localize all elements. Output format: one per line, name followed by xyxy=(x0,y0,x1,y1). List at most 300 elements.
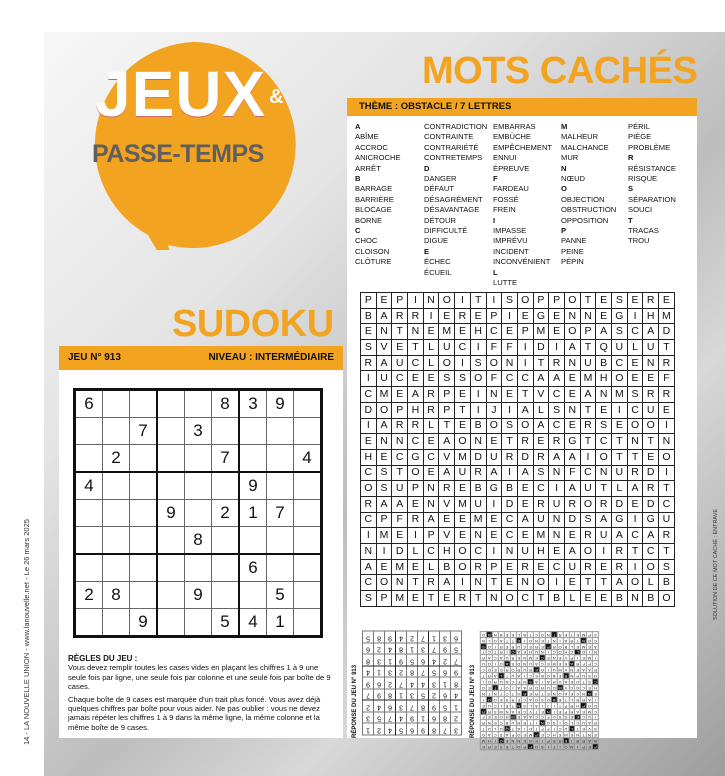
solution-mots-cell: E xyxy=(576,715,580,721)
sudoku-cell[interactable] xyxy=(130,500,158,527)
sudoku-cell[interactable] xyxy=(130,472,158,500)
grid-letter-cell: L xyxy=(627,340,643,356)
grid-letter-cell: O xyxy=(486,355,502,371)
solution-mots-cell: C xyxy=(511,680,515,686)
sudoku-cell[interactable] xyxy=(294,554,322,582)
sudoku-cell[interactable] xyxy=(157,554,185,582)
solution-mots-cell: N xyxy=(523,656,527,662)
sudoku-cell[interactable] xyxy=(267,554,294,582)
solution-mots-cell: E xyxy=(558,733,562,739)
grid-letter-cell: I xyxy=(596,544,612,560)
solution-mots-cell: H xyxy=(593,686,597,692)
theme-bar xyxy=(347,98,697,116)
solution-sudoku-cell: 3 xyxy=(374,655,385,667)
sudoku-cell[interactable] xyxy=(157,418,185,445)
grid-letter-cell: N xyxy=(549,528,565,544)
sudoku-cell[interactable]: 3 xyxy=(185,418,212,445)
solution-mots-cell: D xyxy=(499,668,503,674)
grid-letter-cell: H xyxy=(596,371,612,387)
grid-letter-cell: A xyxy=(564,544,580,560)
grid-letter-cell: O xyxy=(643,418,659,434)
grid-letter-cell: E xyxy=(533,559,549,575)
solution-mots-cell: N xyxy=(493,632,497,638)
solution-mots-cell: N xyxy=(517,703,521,709)
sudoku-cell[interactable] xyxy=(75,527,103,555)
grid-letter-cell: B xyxy=(549,591,565,607)
word-list-item: ABÎME xyxy=(355,132,379,142)
solution-mots-cell: I xyxy=(539,679,545,685)
solution-mots-cell: A xyxy=(499,638,503,644)
solution-sudoku-cell: 9 xyxy=(407,712,418,724)
solution-mots-cell: A xyxy=(488,656,491,662)
solution-mots-cell: O xyxy=(546,697,550,703)
grid-letter-cell: L xyxy=(423,340,439,356)
grid-letter-cell: A xyxy=(408,387,424,403)
sudoku-cell[interactable]: 9 xyxy=(239,472,267,500)
sudoku-cell[interactable] xyxy=(75,445,103,473)
solution-mots-cell: C xyxy=(593,662,597,668)
solution-sudoku-cell: 8 xyxy=(451,678,462,690)
grid-letter-cell: U xyxy=(580,355,596,371)
grid-letter-cell: E xyxy=(455,387,471,403)
solution-mots-cell: N xyxy=(552,638,556,644)
sudoku-cell[interactable]: 8 xyxy=(185,527,212,555)
sudoku-cell[interactable] xyxy=(157,609,185,637)
sudoku-cell[interactable] xyxy=(103,500,130,527)
grid-letter-cell: U xyxy=(376,371,392,387)
solution-mots-cell: E xyxy=(582,727,585,733)
grid-letter-cell: B xyxy=(470,418,486,434)
solution-mots-cell: E xyxy=(505,745,509,751)
solution-mots-cell: I xyxy=(492,661,498,667)
sudoku-cell[interactable] xyxy=(294,582,322,609)
solution-mots-cell: S xyxy=(594,727,597,733)
solution-sudoku-cell: 6 xyxy=(407,724,418,736)
grid-letter-cell: I xyxy=(502,402,518,418)
solution-mots-cell: R xyxy=(582,697,586,703)
sudoku-cell[interactable] xyxy=(212,418,240,445)
solution-mots-cell: R xyxy=(576,662,580,668)
sudoku-cell[interactable] xyxy=(294,527,322,555)
sudoku-cell[interactable]: 6 xyxy=(239,554,267,582)
sudoku-cell[interactable] xyxy=(239,445,267,473)
solution-mots-cell: T xyxy=(529,632,532,638)
sudoku-cell[interactable]: 3 xyxy=(239,390,267,418)
grid-letter-cell: H xyxy=(361,449,377,465)
grid-letter-cell: N xyxy=(627,591,643,607)
grid-letter-cell: R xyxy=(580,559,596,575)
solution-sudoku-cell: 7 xyxy=(385,712,396,724)
sudoku-cell[interactable] xyxy=(157,445,185,473)
solution-mots-cell: N xyxy=(582,638,586,644)
solution-mots-cell: A xyxy=(588,668,591,674)
grid-letter-cell: P xyxy=(408,481,424,497)
solution-mots-cell: M xyxy=(587,656,592,662)
solution-sudoku-cell: 3 xyxy=(429,678,440,690)
solution-mots-cell: U xyxy=(582,721,586,727)
sudoku-cell[interactable]: 5 xyxy=(267,582,294,609)
word-list-item: OBJECTION xyxy=(561,194,605,204)
solution-mots-cell: E xyxy=(564,662,568,668)
solution-mots-cell: U xyxy=(529,662,533,668)
solution-sudoku-cell: 9 xyxy=(451,666,462,678)
grid-letter-cell: P xyxy=(439,387,455,403)
solution-mots-cell: A xyxy=(594,644,597,650)
solution-mots-cell: E xyxy=(482,745,485,751)
word-list-item: NŒUD xyxy=(561,174,586,184)
sudoku-cell[interactable] xyxy=(294,500,322,527)
sudoku-cell[interactable]: 8 xyxy=(103,582,130,609)
grid-letter-cell: E xyxy=(455,324,471,340)
grid-letter-cell: E xyxy=(627,496,643,512)
word-column xyxy=(561,122,616,268)
grid-letter-cell: E xyxy=(376,559,392,575)
solution-mots-cell: C xyxy=(482,668,485,674)
solution-mots-cell: O xyxy=(564,745,568,751)
grid-letter-cell: S xyxy=(361,340,377,356)
sudoku-cell[interactable] xyxy=(185,554,212,582)
sudoku-cell[interactable]: 7 xyxy=(130,418,158,445)
sudoku-cell[interactable]: 7 xyxy=(212,445,240,473)
solution-sudoku-cell: 1 xyxy=(418,712,429,724)
grid-letter-cell: R xyxy=(361,355,377,371)
grid-letter-cell: N xyxy=(643,355,659,371)
sudoku-cell[interactable] xyxy=(294,472,322,500)
grid-letter-cell: C xyxy=(612,355,628,371)
solution-mots-cell: I xyxy=(481,679,487,685)
sudoku-cell[interactable]: 7 xyxy=(267,500,294,527)
sudoku-cell[interactable] xyxy=(267,527,294,555)
grid-letter-cell: I xyxy=(486,496,502,512)
solution-sudoku-cell: 2 xyxy=(407,632,418,644)
grid-letter-cell: T xyxy=(470,293,486,309)
grid-letter-cell: P xyxy=(533,293,549,309)
word-list-item: BARRAGE xyxy=(355,184,393,194)
solution-mots-cell: S xyxy=(594,632,597,638)
grid-letter-cell: C xyxy=(549,559,565,575)
sudoku-cell[interactable] xyxy=(130,390,158,418)
sudoku-cell[interactable] xyxy=(103,472,130,500)
grid-letter-cell: G xyxy=(486,481,502,497)
sudoku-cell[interactable]: 6 xyxy=(75,390,103,418)
solution-mots-cell: B xyxy=(505,721,509,727)
sudoku-cell[interactable] xyxy=(294,609,322,637)
grid-letter-cell: S xyxy=(612,293,628,309)
grid-letter-cell: O xyxy=(643,559,659,575)
sudoku-cell[interactable]: 4 xyxy=(75,472,103,500)
grid-letter-cell: C xyxy=(361,575,377,591)
solution-mots-cell: E xyxy=(552,739,556,745)
solution-mots-cell: C xyxy=(499,721,503,727)
grid-letter-cell: E xyxy=(470,308,486,324)
sudoku-cell[interactable] xyxy=(294,390,322,418)
grid-letter-cell: R xyxy=(455,591,471,607)
solution-mots-cell: O xyxy=(564,721,568,727)
sudoku-cell[interactable]: 2 xyxy=(103,445,130,473)
sudoku-cell[interactable] xyxy=(185,609,212,637)
grid-letter-cell: N xyxy=(596,465,612,481)
sudoku-cell[interactable] xyxy=(185,445,212,473)
solution-mots-cell: A xyxy=(529,697,532,703)
sudoku-cell[interactable] xyxy=(267,445,294,473)
solution-mots-cell: I xyxy=(545,667,551,673)
sudoku-cell[interactable]: 2 xyxy=(75,582,103,609)
solution-mots-cell: E xyxy=(488,686,491,692)
grid-letter-cell: B xyxy=(596,355,612,371)
sudoku-cell[interactable] xyxy=(75,554,103,582)
grid-letter-cell: E xyxy=(564,575,580,591)
grid-letter-cell: I xyxy=(455,293,471,309)
grid-letter-cell: M xyxy=(580,371,596,387)
word-list-item: SÉPARATION xyxy=(628,194,676,204)
sudoku-cell[interactable]: 9 xyxy=(130,609,158,637)
sudoku-cell[interactable] xyxy=(212,527,240,555)
sudoku-cell[interactable]: 5 xyxy=(212,609,240,637)
solution-sudoku-cell: 6 xyxy=(429,712,440,724)
solution-mots-cell: P xyxy=(576,674,580,680)
solution-mots-cell: V xyxy=(564,686,568,692)
solution-mots-cell: A xyxy=(523,715,527,721)
solution-mots-cell: V xyxy=(564,656,568,662)
solution-mots-cell: C xyxy=(582,715,586,721)
grid-letter-cell: I xyxy=(580,449,596,465)
solution-mots-cell: N xyxy=(546,632,550,638)
grid-letter-cell: T xyxy=(580,340,596,356)
solution-mots-cell: O xyxy=(558,650,562,656)
word-list-item: ÉPREUVE xyxy=(493,163,530,173)
solution-mots-cell: T xyxy=(535,709,538,715)
grid-letter-cell: I xyxy=(627,512,643,528)
sudoku-cell[interactable] xyxy=(75,500,103,527)
grid-letter-cell: N xyxy=(549,512,565,528)
grid-letter-cell: U xyxy=(517,544,533,560)
sudoku-cell[interactable] xyxy=(239,527,267,555)
solution-mots-cell: I xyxy=(510,685,516,691)
sudoku-cell[interactable] xyxy=(103,527,130,555)
sudoku-cell[interactable]: 4 xyxy=(239,609,267,637)
sudoku-cell[interactable] xyxy=(130,527,158,555)
grid-letter-cell: N xyxy=(627,434,643,450)
solution-mots-cell: C xyxy=(540,656,544,662)
solution-mots-cell: C xyxy=(487,650,491,656)
word-list-letter-heading: C xyxy=(355,226,361,236)
solution-mots-cell: V xyxy=(529,709,532,715)
solution-mots-cell: A xyxy=(588,721,591,727)
grid-letter-cell: N xyxy=(423,481,439,497)
grid-letter-cell: G xyxy=(612,308,628,324)
sudoku-cell[interactable]: 2 xyxy=(212,500,240,527)
solution-mots-cell: O xyxy=(540,632,544,638)
grid-letter-cell: R xyxy=(659,528,675,544)
solution-mots-cell: E xyxy=(588,745,591,751)
solution-sudoku-cell: 5 xyxy=(363,632,374,644)
sudoku-cell[interactable] xyxy=(212,472,240,500)
solution-mots-cell: U xyxy=(499,727,503,733)
rules-section xyxy=(68,654,336,735)
solution-mots-cell: S xyxy=(558,715,562,721)
solution-mots-cell: E xyxy=(523,739,527,745)
sudoku-cell[interactable] xyxy=(239,582,267,609)
grid-letter-cell: R xyxy=(408,418,424,434)
sudoku-cell[interactable] xyxy=(212,554,240,582)
grid-letter-cell: U xyxy=(612,465,628,481)
grid-letter-cell: S xyxy=(470,355,486,371)
grid-letter-cell: H xyxy=(408,402,424,418)
word-list-letter-heading: B xyxy=(355,174,361,184)
solution-mots-cell: O xyxy=(481,686,486,692)
solution-sudoku-cell: 9 xyxy=(429,701,440,713)
grid-letter-cell: N xyxy=(470,528,486,544)
grid-letter-cell: G xyxy=(564,434,580,450)
solution-mots-cell: B xyxy=(552,674,556,680)
grid-letter-cell: G xyxy=(643,512,659,528)
sudoku-cell[interactable] xyxy=(75,418,103,445)
grid-letter-cell: N xyxy=(502,355,518,371)
sudoku-cell[interactable] xyxy=(130,445,158,473)
grid-letter-cell: R xyxy=(533,496,549,512)
grid-letter-cell: N xyxy=(580,308,596,324)
sudoku-cell[interactable] xyxy=(267,472,294,500)
sudoku-cell[interactable] xyxy=(157,582,185,609)
sudoku-cell[interactable] xyxy=(130,554,158,582)
sudoku-cell[interactable]: 9 xyxy=(185,582,212,609)
solution-mots-cell: O xyxy=(593,674,597,680)
solution-mots-cell: E xyxy=(570,691,574,697)
solution-sudoku-cell: 4 xyxy=(396,712,407,724)
solution-mots-cell: E xyxy=(558,709,562,715)
solution-mots-cell: O xyxy=(587,703,592,709)
grid-letter-cell: N xyxy=(470,434,486,450)
solution-mots-cell: E xyxy=(582,709,585,715)
grid-letter-cell: T xyxy=(580,293,596,309)
sudoku-cell[interactable] xyxy=(130,582,158,609)
solution-mots-cell: O xyxy=(481,632,486,638)
solution-mots-cell: I xyxy=(534,720,540,726)
sudoku-cell[interactable] xyxy=(212,582,240,609)
grid-letter-cell: D xyxy=(659,324,675,340)
grid-letter-cell: E xyxy=(455,481,471,497)
solution-mots-cell: O xyxy=(487,644,491,650)
solution-mots-cell: D xyxy=(535,686,538,692)
solution-label: SOLUTION DE CE MOT CACHÉ : ENTRAVE xyxy=(713,508,719,620)
sudoku-cell[interactable] xyxy=(103,390,130,418)
solution-sudoku-cell: 5 xyxy=(451,643,462,655)
solution-mots-cell: R xyxy=(523,721,527,727)
solution-mots-cell: C xyxy=(540,715,544,721)
sudoku-cell[interactable] xyxy=(185,472,212,500)
sudoku-cell[interactable] xyxy=(185,500,212,527)
sudoku-cell[interactable] xyxy=(103,554,130,582)
solution-mots-cell: Q xyxy=(505,727,509,733)
grid-letter-cell: I xyxy=(517,340,533,356)
grid-letter-cell: I xyxy=(486,293,502,309)
solution-sudoku-cell: 3 xyxy=(363,712,374,724)
grid-letter-cell: S xyxy=(361,591,377,607)
solution-mots-cell: E xyxy=(523,650,527,656)
grid-letter-cell: I xyxy=(455,355,471,371)
sudoku-cell[interactable]: 4 xyxy=(294,445,322,473)
grid-letter-cell: D xyxy=(392,544,408,560)
solution-mots-cell: E xyxy=(517,709,521,715)
solution-mots-cell: E xyxy=(493,668,497,674)
solution-sudoku-cell: 5 xyxy=(418,689,429,701)
sudoku-cell[interactable] xyxy=(103,418,130,445)
sudoku-cell[interactable] xyxy=(294,418,322,445)
grid-letter-cell: N xyxy=(564,308,580,324)
word-list-letter-heading: M xyxy=(561,122,568,131)
grid-letter-cell: E xyxy=(502,387,518,403)
sudoku-cell[interactable] xyxy=(267,418,294,445)
grid-letter-cell: L xyxy=(533,402,549,418)
solution-mots-cell: N xyxy=(517,739,521,745)
sudoku-cell[interactable]: 1 xyxy=(239,500,267,527)
solution-sudoku-cell: 4 xyxy=(407,678,418,690)
solution-mots-cell: S xyxy=(505,697,509,703)
grid-letter-cell: T xyxy=(596,575,612,591)
sudoku-cell[interactable]: 9 xyxy=(267,390,294,418)
grid-letter-cell: T xyxy=(455,402,471,418)
solution-mots-cell: I xyxy=(592,655,598,661)
logo-ampersand: & xyxy=(269,86,284,108)
solution-mots-cell: M xyxy=(564,733,568,739)
word-list-item: EMBÛCHE xyxy=(493,132,531,142)
solution-sudoku-cell: 1 xyxy=(385,655,396,667)
grid-letter-cell: C xyxy=(423,544,439,560)
solution-mots-cell: E xyxy=(570,680,574,686)
sudoku-cell[interactable] xyxy=(157,472,185,500)
grid-letter-cell: F xyxy=(564,465,580,481)
grid-letter-cell: A xyxy=(533,371,549,387)
sudoku-cell[interactable]: 8 xyxy=(212,390,240,418)
grid-letter-cell: U xyxy=(439,340,455,356)
solution-mots-cell: N xyxy=(570,745,574,751)
solution-mots-cell: F xyxy=(541,727,544,733)
solution-mots-cell: A xyxy=(493,674,497,680)
solution-mots-cell: R xyxy=(564,674,568,680)
grid-letter-cell: L xyxy=(423,418,439,434)
sudoku-cell[interactable] xyxy=(157,390,185,418)
solution-mots-cell: T xyxy=(511,691,515,697)
grid-letter-cell: T xyxy=(612,434,628,450)
solution-mots-cell: R xyxy=(558,632,562,638)
sudoku-cell[interactable] xyxy=(75,609,103,637)
solution-mots-cell: R xyxy=(482,721,485,727)
word-list-letter-heading: A xyxy=(355,122,361,131)
sudoku-cell[interactable] xyxy=(157,527,185,555)
solution-mots-cell: I xyxy=(551,702,557,708)
solution-mots-cell: M xyxy=(587,709,592,715)
solution-mots-cell: F xyxy=(547,727,550,733)
grid-letter-cell: O xyxy=(659,591,675,607)
solution-mots-cell: B xyxy=(488,632,491,638)
sudoku-cell[interactable]: 1 xyxy=(267,609,294,637)
word-list-item: ENNUI xyxy=(493,153,517,163)
solution-mots-cell: A xyxy=(517,650,521,656)
logo-passe-temps: PASSE-TEMPS xyxy=(92,140,264,168)
solution-sudoku-cell: 1 xyxy=(440,678,451,690)
word-list-item: PANNE xyxy=(561,236,587,246)
sudoku-cell[interactable] xyxy=(185,390,212,418)
solution-sudoku-cell: 3 xyxy=(385,666,396,678)
sudoku-cell[interactable] xyxy=(103,609,130,637)
solution-mots-cell: E xyxy=(529,644,532,650)
solution-mots-cell: R xyxy=(511,644,515,650)
solution-mots-cell: A xyxy=(505,733,509,739)
solution-mots-cell: R xyxy=(529,686,533,692)
sudoku-cell[interactable] xyxy=(239,418,267,445)
sudoku-cell[interactable]: 9 xyxy=(157,500,185,527)
word-column xyxy=(493,122,552,289)
